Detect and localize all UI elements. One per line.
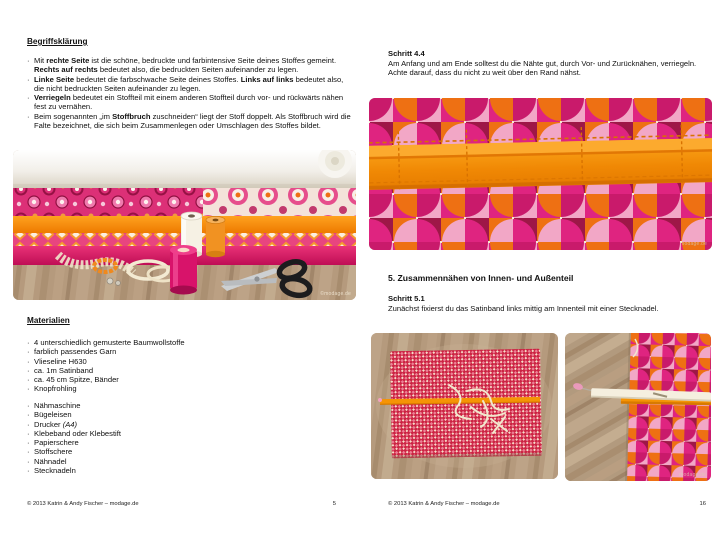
- copyright-text: © 2013 Katrin & Andy Fischer – modage.de: [388, 501, 500, 507]
- material-item: · Drucker (A4): [27, 420, 227, 429]
- materials-photo: [13, 150, 356, 300]
- material-item: · 4 unterschiedlich gemusterte Baumwollstoffe: [27, 338, 227, 347]
- step-4-4-text: Am Anfang und am Ende solltest du die Nähte gut, durch Vor- und Zurücknähen, verriegeln. Achte darauf, dass du nicht zu weit über den Rand nähst.: [388, 59, 697, 78]
- pinned-ribbon-photo: [565, 333, 711, 481]
- fabric-stack-illustration: [13, 150, 356, 300]
- definitions-list: [27, 56, 354, 130]
- left-page-footer: [27, 501, 336, 507]
- material-item: · Nähmaschine: [27, 401, 227, 410]
- stitched-band-illustration: [369, 98, 712, 250]
- definition-item: · Linke Seite bedeutet die farbschwache Seite deines Stoffes. Links auf links bedeutet also, die nicht bedruckten Seiten aufeinander zu legen.: [27, 75, 354, 94]
- definition-item: · Verriegeln bedeutet ein Stoffteil mit einem anderen Stoffteil durch vor- und rückwärts nähen fest zu vernähen.: [27, 93, 354, 112]
- material-item: · ca. 1m Satinband: [27, 366, 227, 375]
- material-item: · ca. 45 cm Spitze, Bänder: [27, 375, 227, 384]
- copyright-text: © 2013 Katrin & Andy Fischer – modage.de: [27, 501, 139, 507]
- definition-item: · Beim sogenannten „im Stoffbruch zuschneiden“ liegt der Stoff doppelt. Als Stoffbruch wird die Falte bezeichnet, die sich beim Zusammenlegen oder Umschlagen des Stoffes bildet.: [27, 112, 354, 131]
- definitions-heading: Begriffsklärung: [27, 37, 88, 46]
- section-5-heading: 5. Zusammennähen von Innen- und Außenteil: [388, 273, 574, 283]
- right-page-footer: [388, 501, 706, 507]
- photo-watermark: ©modage.de: [320, 291, 351, 297]
- material-item: · Stecknadeln: [27, 466, 227, 475]
- materials-list-tools: [27, 401, 227, 475]
- material-item: · farblich passendes Garn: [27, 347, 227, 356]
- inner-part-photo: [371, 333, 558, 479]
- pinned-ribbon-illustration: [565, 333, 711, 481]
- material-item: · Papierschere: [27, 438, 227, 447]
- photo-watermark: modage.de: [680, 241, 707, 247]
- inner-part-illustration: [371, 333, 558, 479]
- material-item: · Knopfrohling: [27, 384, 227, 393]
- step-5-1-heading: Schritt 5.1: [388, 294, 425, 303]
- materials-heading: Materialien: [27, 316, 70, 325]
- photo-watermark: modage.de: [679, 472, 706, 478]
- step-5-1-text: Zunächst fixierst du das Satinband links mittig am Innenteil mit einer Stecknadel.: [388, 304, 659, 313]
- material-item: · Klebeband oder Klebestift: [27, 429, 227, 438]
- page-number: 5: [332, 501, 336, 507]
- material-item: · Stoffschere: [27, 447, 227, 456]
- page-number: 16: [699, 501, 706, 507]
- stitched-band-photo: [369, 98, 712, 250]
- step-4-4-heading: Schritt 4.4: [388, 49, 425, 58]
- definition-item: · Mit rechte Seite ist die schöne, bedruckte und farbintensive Seite deines Stoffes gemeint. Rechts auf rechts bedeutet also, die bedruckten Seiten aufeinander zu legen.: [27, 56, 354, 75]
- material-item: · Vlieseline H630: [27, 357, 227, 366]
- material-item: · Bügeleisen: [27, 410, 227, 419]
- materials-list-supplies: [27, 338, 227, 394]
- material-item: · Nähnadel: [27, 457, 227, 466]
